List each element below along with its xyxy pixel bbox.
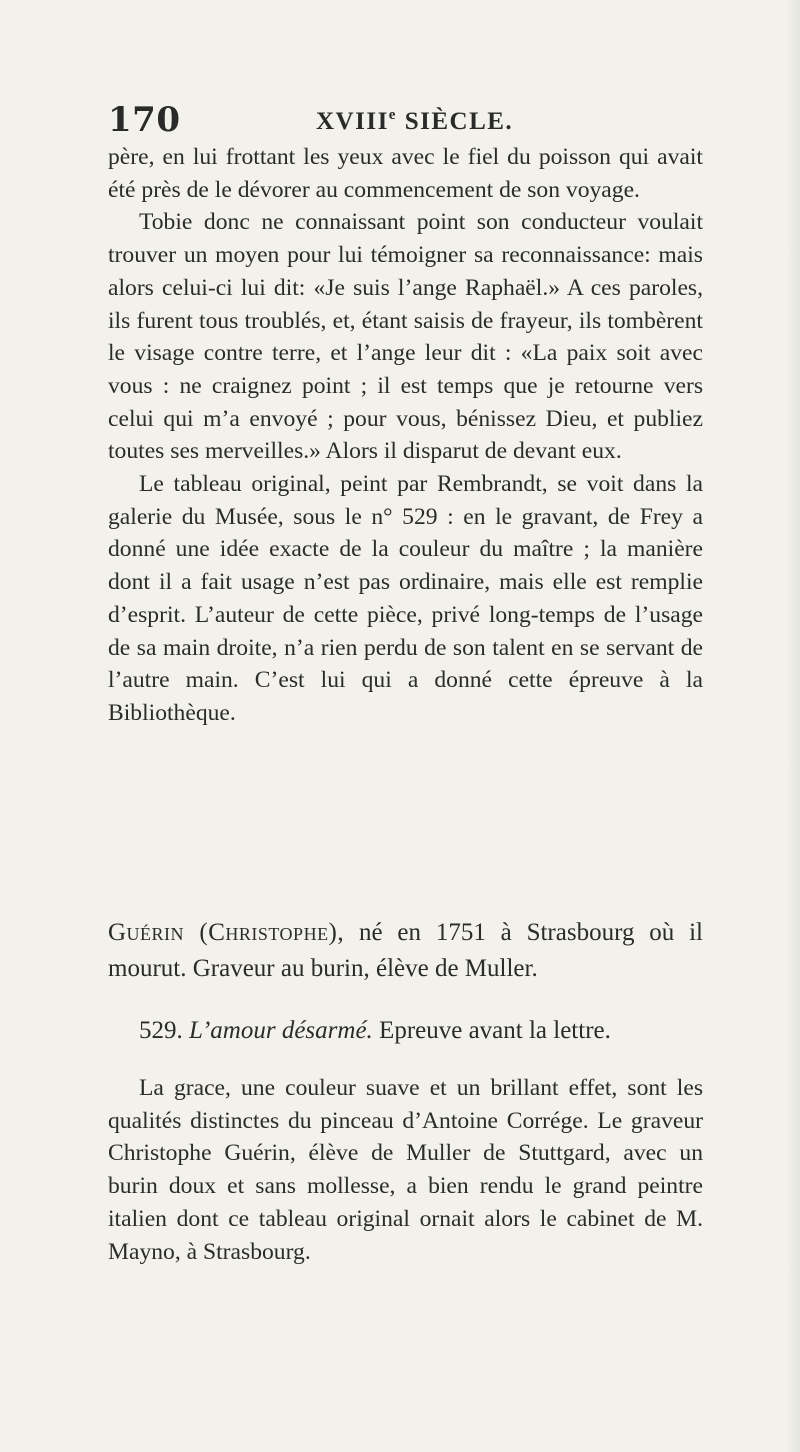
century-suffix: e bbox=[388, 107, 397, 123]
artist-bio: né en 1751 à Strasbourg où il mourut. Graveur au burin, élève de Muller. bbox=[108, 919, 703, 982]
century-label: XVIII bbox=[316, 108, 389, 135]
running-head bbox=[108, 100, 708, 140]
item-state: Epreuve avant la lettre. bbox=[372, 1017, 611, 1044]
artist-entry bbox=[108, 915, 703, 987]
artist-name: Guérin (Christophe), bbox=[108, 919, 345, 946]
page-number: 170 bbox=[108, 100, 181, 140]
running-title bbox=[316, 107, 513, 136]
paragraph-tobie: Tobie donc ne connaissant point son conducteur voulait trouver un moyen pour lui témoigner sa reconnaissance: mais alors celui-ci lui dit: «Je suis l’ange Raphaël.» A ces paroles, ils furent tous troublés, et, étant saisis de frayeur, ils tombèrent le visage contre terre, et l’ange leur dit : «La paix soit avec vous : ne craignez point ; il est temps que je retourne vers celui qui m’a envoyé ; pour vous, bénissez Dieu, et publiez toutes ses merveilles.» Alors il disparut de devant eux. bbox=[108, 209, 703, 465]
catalog-item bbox=[108, 1015, 703, 1048]
item-description bbox=[108, 1072, 703, 1268]
item-number: 529. bbox=[139, 1017, 183, 1044]
page-edge-shadow bbox=[786, 0, 800, 1452]
paragraph-continuation: père, en lui frottant les yeux avec le fiel du poisson qui avait été près de le dévorer au commencement de son voyage. bbox=[108, 144, 703, 203]
main-text bbox=[108, 141, 703, 730]
paragraph-original-painting: Le tableau original, peint par Rembrandt, se voit dans la galerie du Musée, sous le n° 529 : en le gravant, de Frey a donné une idée exacte de la couleur du maître ; la manière dont il a fait usage n’est pas ordinaire, mais elle est remplie d’esprit. L’auteur de cette pièce, privé long-temps de l’usage de sa main droite, n’a rien perdu de son talent en se servant de l’autre main. C’est lui qui a donné cette épreuve à la Bibliothèque. bbox=[108, 471, 703, 726]
description-paragraph: La grace, une couleur suave et un brillant effet, sont les qualités distinctes du pinceau d’Antoine Corrége. Le graveur Christophe Guérin, élève de Muller de Stuttgard, avec un burin doux et sans mollesse, a bien rendu le grand peintre italien dont ce tableau original ornait alors le cabinet de M. Mayno, à Strasbourg. bbox=[108, 1075, 703, 1265]
section-label: SIÈCLE. bbox=[404, 108, 514, 135]
item-title: L’amour désarmé. bbox=[189, 1017, 373, 1044]
